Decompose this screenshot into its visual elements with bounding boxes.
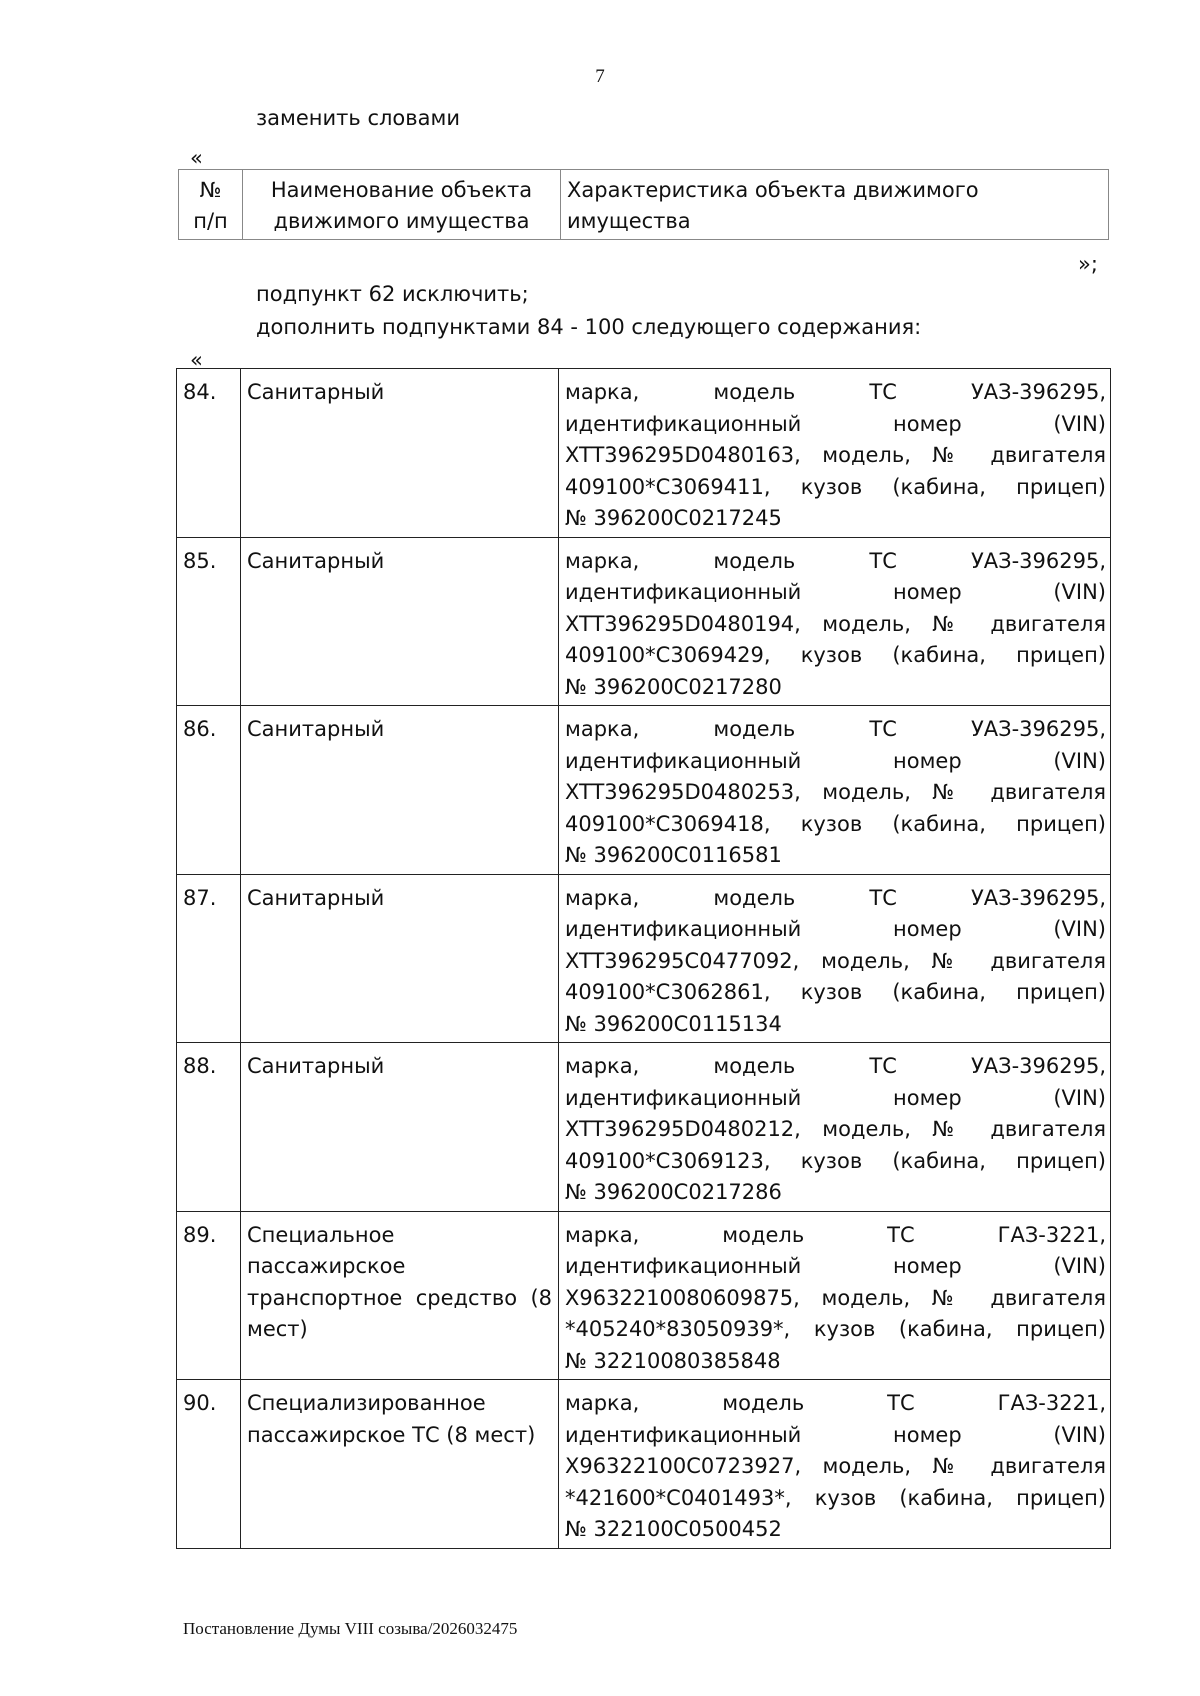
table-row [177,1043,1111,1212]
table-row [177,1380,1111,1549]
row-description-line: марка, модель ТС УАЗ-396295, [565,1054,1106,1078]
row-description-line: идентификационный номер (VIN) [565,1254,1106,1278]
row-description-line: марка, модель ТС УАЗ-396295, [565,717,1106,741]
row-description-line: идентификационный номер (VIN) [565,411,1106,436]
row-description-line: 409100*C3069411, кузов (кабина, прицеп) [565,474,1106,499]
row-description [559,369,1111,538]
row-description [559,1043,1111,1212]
row-number: 84. [177,369,241,538]
row-description-line: идентификационный номер (VIN) [565,917,1106,941]
header-row [179,170,1109,240]
header-col-desc: Характеристика объекта движимого имущества [561,170,1109,240]
row-description-line: 409100*C3062861, кузов (кабина, прицеп) [565,980,1106,1004]
row-description-line: идентификационный номер (VIN) [565,1422,1106,1447]
row-description-line: XTT396295D0480163, модель, № двигателя [565,443,1106,467]
row-description-line: XTT396295D0480212, модель, № двигателя [565,1117,1106,1141]
row-description-line: № 322100C0500452 [565,1517,782,1541]
row-description-line: марка, модель ТС УАЗ-396295, [565,885,1106,910]
row-description [559,537,1111,706]
row-description-line: № 32210080385848 [565,1348,781,1373]
open-quote-2: « [190,348,203,372]
row-number: 88. [177,1043,241,1212]
page-number: 7 [595,66,605,87]
row-description-line: 409100*C3069123, кузов (кабина, прицеп) [565,1148,1106,1173]
row-description-line: X9632210080609875, модель, № двигателя [565,1285,1106,1310]
row-description-line: марка, модель ТС УАЗ-396295, [565,380,1106,404]
row-description-line: № 396200C0116581 [565,843,782,867]
row-description-line: № 396200C0217286 [565,1180,782,1204]
row-description-line: марка, модель ТС УАЗ-396295, [565,548,1106,573]
header-col-name-line-2: движимого имущества [273,209,530,233]
header-col-num-line-1: № [199,178,222,202]
header-col-name [243,170,561,240]
row-name: Санитарный [241,706,559,875]
row-description-line: *421600*C0401493*, кузов (кабина, прицеп) [565,1485,1106,1510]
row-description-line: № 396200C0115134 [565,1011,782,1036]
row-description-line: № 396200C0217245 [565,506,782,530]
row-description-line: идентификационный номер (VIN) [565,580,1106,604]
close-quote: »; [1078,252,1098,276]
row-description-line: идентификационный номер (VIN) [565,748,1106,773]
paragraph-add: дополнить подпунктами 84 - 100 следующего содержания: [256,315,922,339]
row-description-line: *405240*83050939*, кузов (кабина, прицеп) [565,1317,1106,1341]
row-description-line: 409100*C3069429, кузов (кабина, прицеп) [565,643,1106,667]
table-row [177,1211,1111,1380]
row-description [559,1211,1111,1380]
row-name: Специальное пассажирское транспортное средство (8 мест) [241,1211,559,1380]
row-description-line: 409100*C3069418, кузов (кабина, прицеп) [565,811,1106,836]
header-table [178,169,1109,240]
table-row [177,706,1111,875]
row-name: Санитарный [241,874,559,1043]
row-name: Санитарный [241,369,559,538]
row-description-line: марка, модель ТС ГАЗ-3221, [565,1222,1106,1247]
row-number: 85. [177,537,241,706]
row-description-line: идентификационный номер (VIN) [565,1085,1106,1110]
row-description-line: XTT396295C0477092, модель, № двигателя [565,948,1106,973]
footer: Постановление Думы VIII созыва/2026032475 [183,1619,518,1638]
row-description [559,874,1111,1043]
row-name: Санитарный [241,537,559,706]
row-number: 87. [177,874,241,1043]
table-row [177,369,1111,538]
row-description-line: X96322100C0723927, модель, № двигателя [565,1454,1106,1478]
row-description-line: XTT396295D0480253, модель, № двигателя [565,780,1106,804]
row-description-line: XTT396295D0480194, модель, № двигателя [565,611,1106,636]
header-col-name-line-1: Наименование объекта [270,178,533,202]
row-description-line: марка, модель ТС ГАЗ-3221, [565,1391,1106,1415]
row-name: Санитарный [241,1043,559,1212]
table-row [177,537,1111,706]
row-number: 90. [177,1380,241,1549]
items-body [177,369,1111,1549]
intro-line: заменить словами [256,106,461,130]
row-number: 86. [177,706,241,875]
header-col-num [179,170,243,240]
row-name: Специализированное пассажирское ТС (8 мест) [241,1380,559,1549]
row-number: 89. [177,1211,241,1380]
row-description [559,706,1111,875]
table-row [177,874,1111,1043]
header-col-num-line-2: п/п [193,209,228,233]
row-description [559,1380,1111,1549]
open-quote-1: « [190,146,203,170]
items-table [176,368,1111,1549]
paragraph-exclude: подпункт 62 исключить; [256,282,529,306]
row-description-line: № 396200C0217280 [565,674,782,699]
